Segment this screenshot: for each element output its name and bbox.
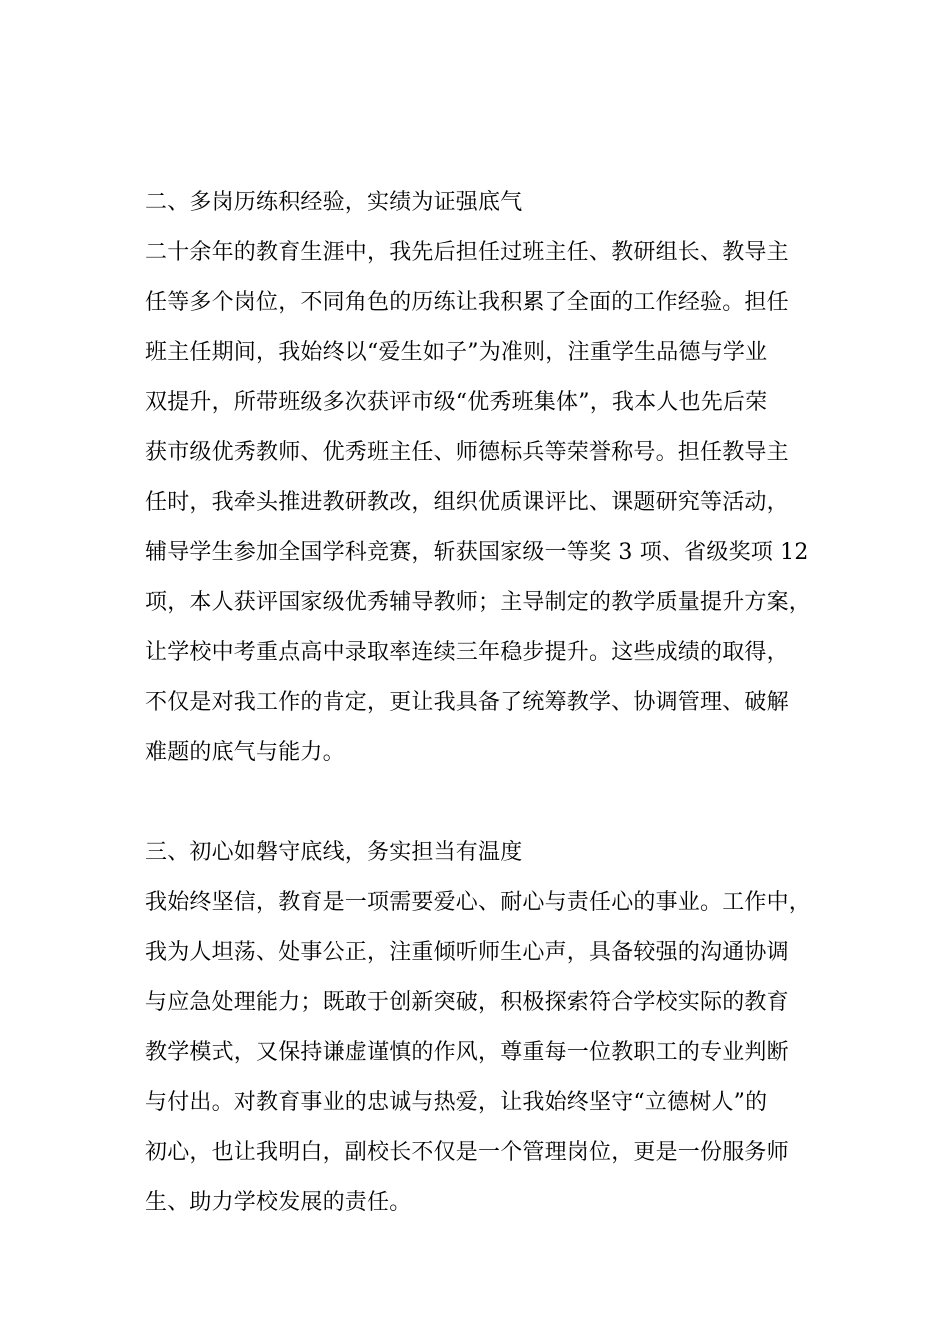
section-3-line-4: 教学模式，又保持谦虚谨慎的作风，尊重每一位教职工的专业判断 — [145, 1040, 789, 1065]
section-2-line-10: 不仅是对我工作的肯定，更让我具备了统筹教学、协调管理、破解 — [145, 690, 789, 715]
section-2-line-11: 难题的底气与能力。 — [145, 740, 345, 765]
section-3-line-3: 与应急处理能力；既敢于创新突破，积极探索符合学校实际的教育 — [145, 990, 789, 1015]
paragraph-gap — [145, 778, 833, 828]
document-page — [145, 178, 833, 1228]
section-2-line-9: 让学校中考重点高中录取率连续三年稳步提升。这些成绩的取得， — [145, 640, 789, 665]
section-2-line-7: 辅导学生参加全国学科竞赛，斩获国家级一等奖 3 项、省级奖项 12 — [145, 540, 809, 565]
section-3-line-5: 与付出。对教育事业的忠诚与热爱，让我始终坚守“立德树人”的 — [145, 1090, 768, 1115]
section-2-line-5: 获市级优秀教师、优秀班主任、师德标兵等荣誉称号。担任教导主 — [145, 440, 789, 465]
section-3-line-1: 我始终坚信，教育是一项需要爱心、耐心与责任心的事业。工作中， — [145, 890, 812, 915]
section-2-line-6: 任时，我牵头推进教研教改，组织优质课评比、课题研究等活动， — [145, 490, 789, 515]
section-3-line-2: 我为人坦荡、处事公正，注重倾听师生心声，具备较强的沟通协调 — [145, 940, 789, 965]
section-2-heading: 二、多岗历练积经验，实绩为证强底气 — [145, 190, 523, 215]
section-2-line-1: 二十余年的教育生涯中，我先后担任过班主任、教研组长、教导主 — [145, 240, 789, 265]
section-2-line-2: 任等多个岗位，不同角色的历练让我积累了全面的工作经验。担任 — [145, 290, 789, 315]
section-3-heading: 三、初心如磐守底线，务实担当有温度 — [145, 840, 523, 865]
section-3-line-6: 初心，也让我明白，副校长不仅是一个管理岗位，更是一份服务师 — [145, 1140, 789, 1165]
section-2-line-4: 双提升，所带班级多次获评市级“优秀班集体”，我本人也先后荣 — [145, 390, 768, 415]
section-3-line-7: 生、助力学校发展的责任。 — [145, 1190, 412, 1215]
section-2-line-3: 班主任期间，我始终以“爱生如子”为准则，注重学生品德与学业 — [145, 340, 768, 365]
section-2-line-8: 项，本人获评国家级优秀辅导教师；主导制定的教学质量提升方案， — [145, 590, 812, 615]
